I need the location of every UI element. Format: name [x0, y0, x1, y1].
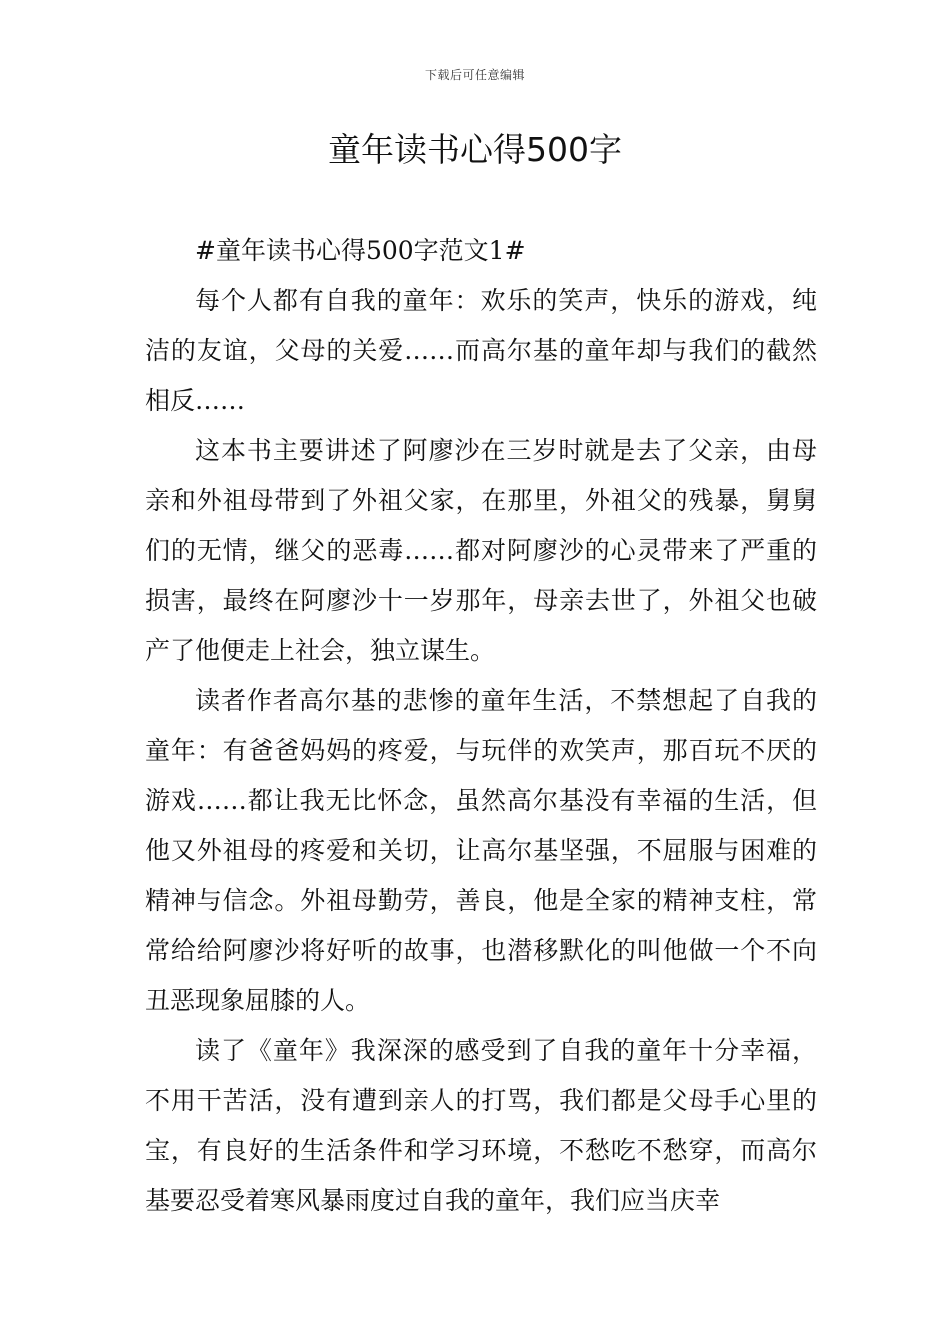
paragraph: 读了《童年》我深深的感受到了自我的童年十分幸福，不用干苦活，没有遭到亲人的打骂，我们都是父母手心里的宝，有良好的生活条件和学习环境，不愁吃不愁穿，而高尔基要忍受着寒风暴雨度过自我的童年，我们应当庆幸 [145, 1036, 817, 1215]
header-note: 下载后可任意编辑 [424, 68, 525, 82]
document-body [145, 226, 817, 1226]
section-heading: #童年读书心得500字范文1# [195, 236, 526, 265]
paragraph: 读者作者高尔基的悲惨的童年生活，不禁想起了自我的童年：有爸爸妈妈的疼爱，与玩伴的欢笑声，那百玩不厌的游戏……都让我无比怀念，虽然高尔基没有幸福的生活，但他又外祖母的疼爱和关切，让高尔基坚强，不屈服与困难的精神与信念。外祖母勤劳，善良，他是全家的精神支柱，常常给给阿廖沙将好听的故事，也潜移默化的叫他做一个不向丑恶现象屈膝的人。 [145, 686, 817, 1015]
paragraph: 这本书主要讲述了阿廖沙在三岁时就是去了父亲，由母亲和外祖母带到了外祖父家，在那里，外祖父的残暴，舅舅们的无情，继父的恶毒……都对阿廖沙的心灵带来了严重的损害，最终在阿廖沙十一岁那年，母亲去世了，外祖父也破产了他便走上社会，独立谋生。 [145, 436, 817, 665]
document-title: 童年读书心得500字 [328, 130, 622, 169]
paragraph: 每个人都有自我的童年：欢乐的笑声，快乐的游戏，纯洁的友谊，父母的关爱……而高尔基的童年却与我们的截然相反…… [145, 286, 817, 415]
